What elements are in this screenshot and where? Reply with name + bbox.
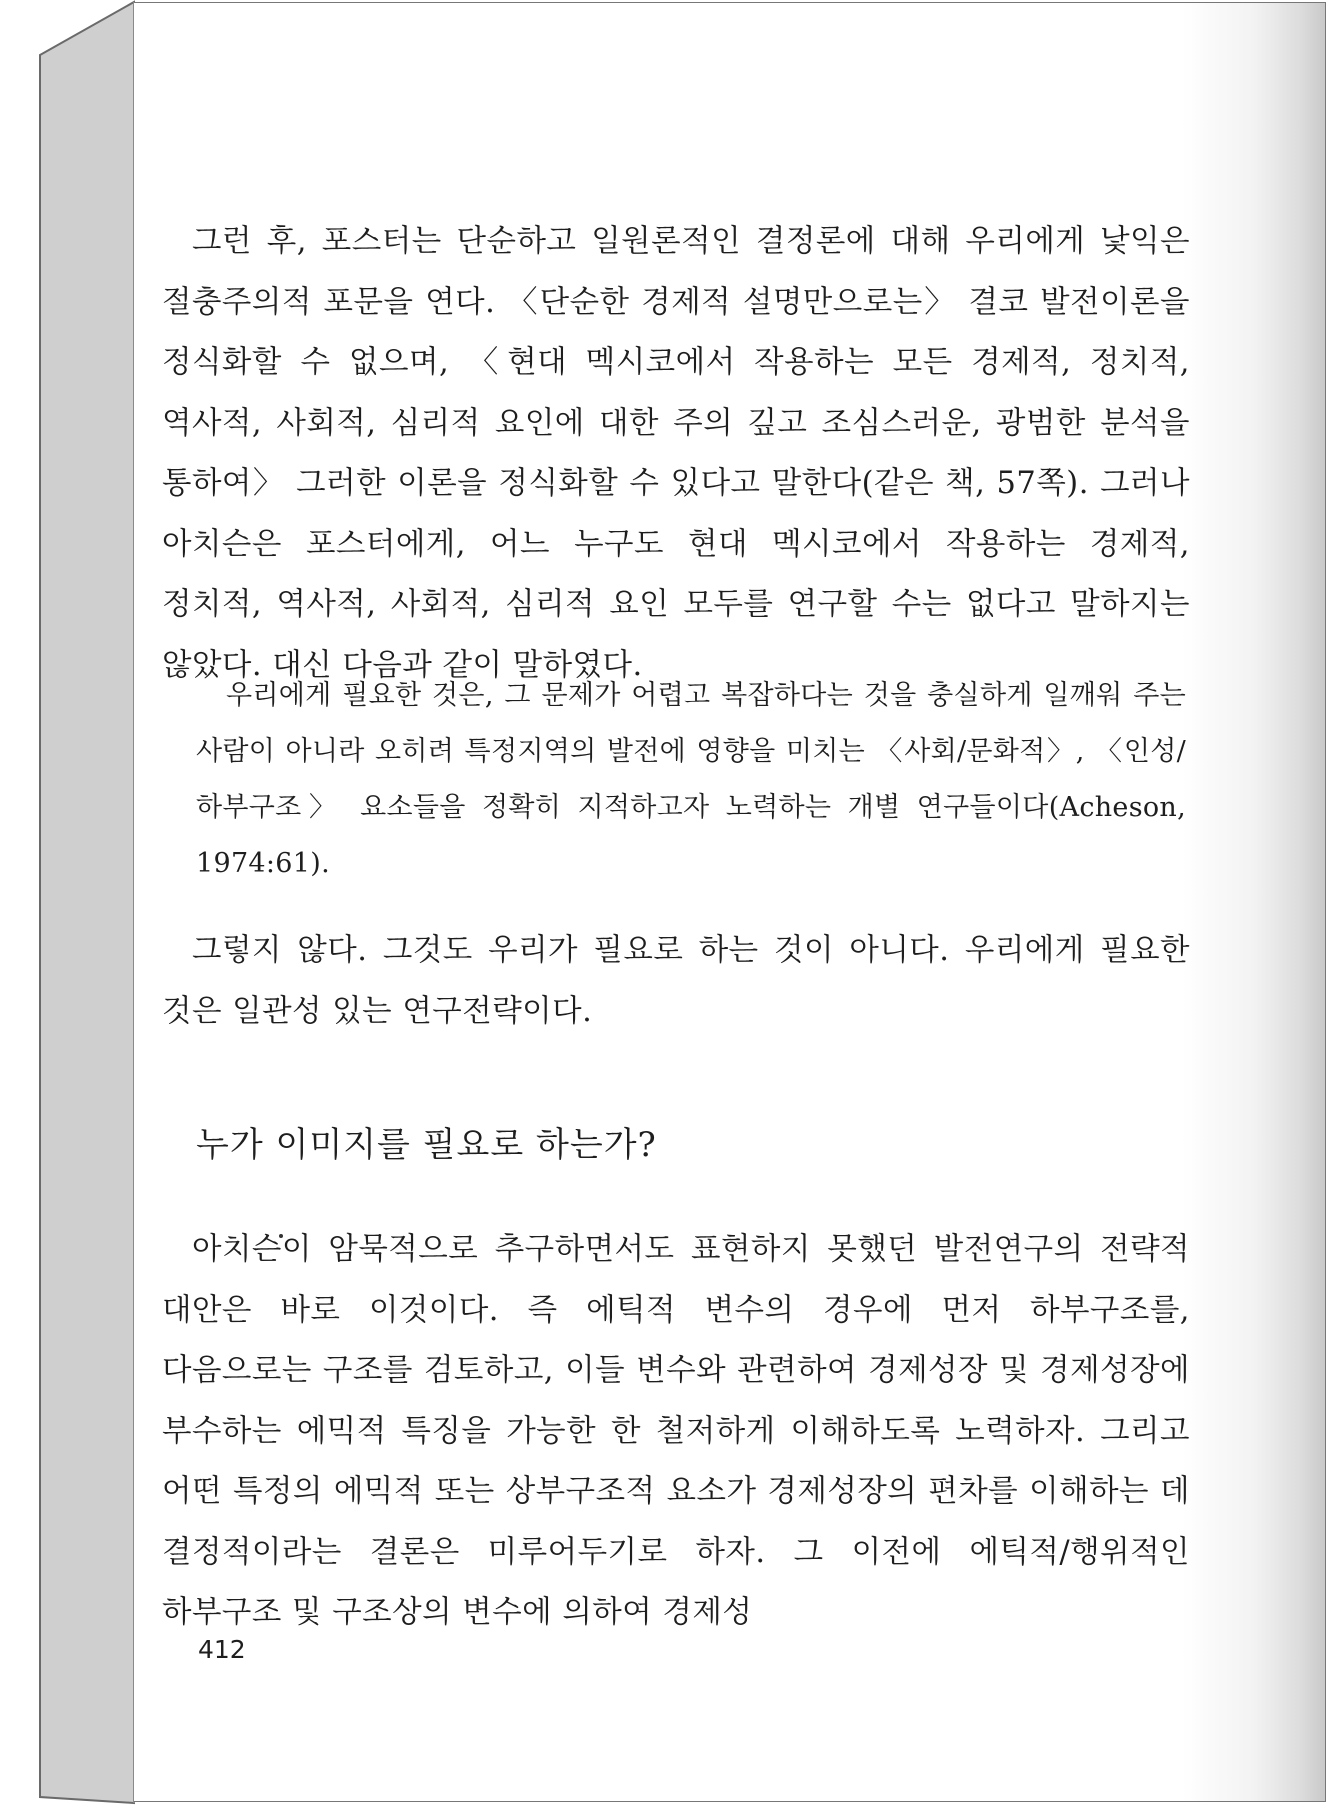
page-number: 412 xyxy=(198,1635,246,1664)
block-quote: 우리에게 필요한 것은, 그 문제가 어렵고 복잡하다는 것을 충실하게 일깨워 주는 사람이 아니라 오히려 특정지역의 발전에 영향을 미치는 〈사회/문화적〉, 〈인성/하부구조〉 요소들을 정확히 지적하고자 노력하는 개별 연구들이다(Acheson, 1974:61). xyxy=(196,680,1186,879)
paragraph-3: 아치슨이 암묵적으로 추구하면서도 표현하지 못했던 발전연구의 전략적 대안은 바로 이것이다. 즉 에틱적 변수의 경우에 먼저 하부구조를, 다음으로는 구조를 검토하고, 이들 변수와 관련하여 경제성장 및 경제성장에 부수하는 에믹적 특징을 가능한 한 철저하게 이해하도록 노력하자. 그리고 어떤 특정의 에믹적 또는 상부구조적 요소가 경제성장의 편차를 이해하는 데 결정적이라는 결론은 미루어두기로 하자. 그 이전에 에틱적/행위적인 하부구조 및 구조상의 변수에 의하여 경제성 xyxy=(162,1232,1190,1630)
paragraph-2: 그렇지 않다. 그것도 우리가 필요로 하는 것이 아니다. 우리에게 필요한 것은 일관성 있는 연구전략이다. xyxy=(162,933,1190,1029)
paragraph-1: 그런 후, 포스터는 단순하고 일원론적인 결정론에 대해 우리에게 낯익은 절충주의적 포문을 연다. 〈단순한 경제적 설명만으로는〉 결코 발전이론을 정식화할 수 없으며, 〈현대 멕시코에서 작용하는 모든 경제적, 정치적, 역사적, 사회적, 심리적 요인에 대한 주의 깊고 조심스러운, 광범한 분석을 통하여〉 그러한 이론을 정식화할 수 있다고 말한다(같은 책, 57쪽). 그러나 아치슨은 포스터에게, 어느 누구도 현대 멕시코에서 작용하는 경제적, 정치적, 역사적, 사회적, 심리적 요인 모두를 연구할 수는 없다고 말하지는 않았다. 대신 다음과 같이 말하였다. xyxy=(162,224,1190,683)
section-heading: 누가 이미지를 필요로 하는가? xyxy=(196,1125,657,1165)
